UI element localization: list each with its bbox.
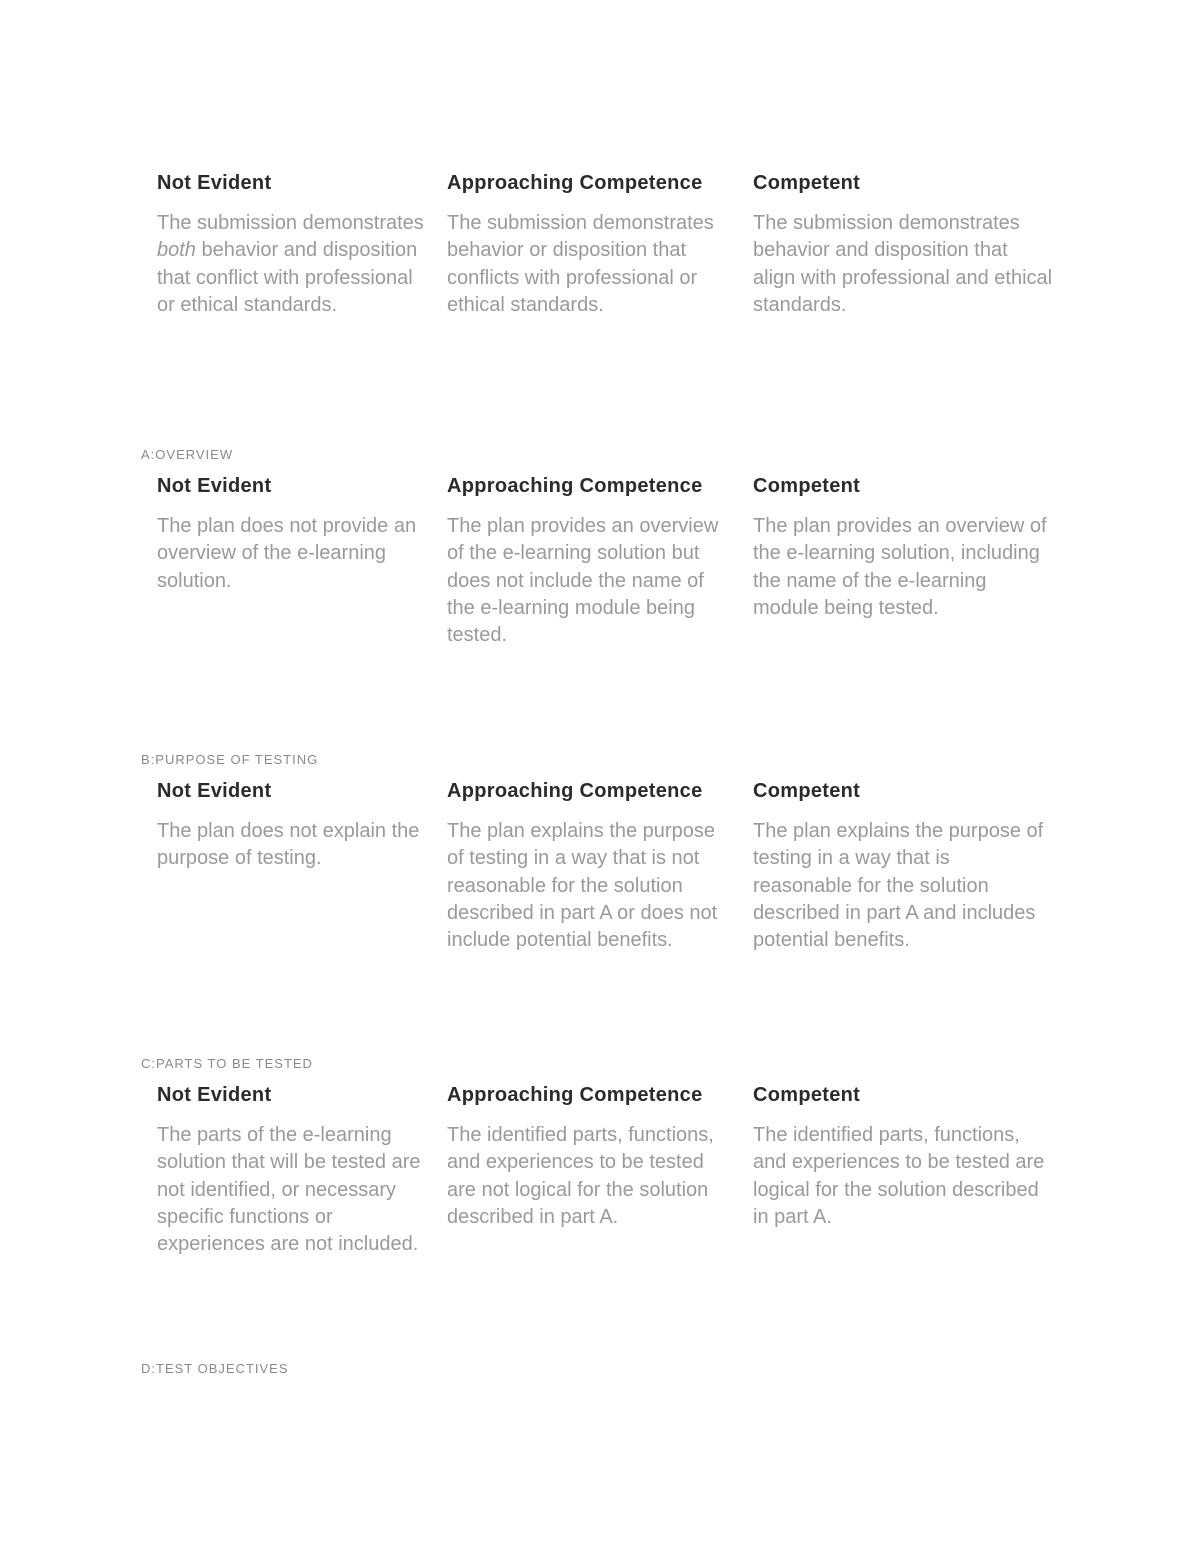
level-description: The plan provides an overview of the e-learning solution but does not include the name of the e-learning module being tested. [447, 515, 719, 647]
level-description: The plan does not explain the purpose of testing. [157, 820, 420, 870]
level-description: The plan provides an overview of the e-learning solution, including the name of the e-learning module being tested. [753, 515, 1047, 619]
section-label-test-objectives: D:TEST OBJECTIVES [141, 1361, 289, 1376]
level-heading: Competent [753, 780, 861, 802]
level-description [157, 210, 429, 319]
rubric-row-professional [0, 170, 1200, 370]
level-heading: Approaching Competence [447, 780, 703, 802]
level-heading: Not Evident [157, 475, 272, 497]
level-heading: Competent [753, 172, 861, 194]
level-competent [753, 1082, 1053, 1231]
level-not-evident [157, 1082, 429, 1258]
level-competent [753, 778, 1053, 954]
level-description: The identified parts, functions, and experiences to be tested are not logical for the solution described in part A. [447, 1124, 714, 1228]
level-approaching-competence [447, 170, 737, 319]
rubric-row-purpose-of-testing [0, 778, 1200, 978]
level-heading: Not Evident [157, 1084, 272, 1106]
level-heading: Competent [753, 475, 861, 497]
level-not-evident [157, 473, 429, 595]
level-approaching-competence [447, 1082, 737, 1231]
level-approaching-competence [447, 778, 737, 954]
section-label-overview: A:OVERVIEW [141, 447, 234, 462]
rubric-row-overview [0, 473, 1200, 673]
rubric-row-parts-to-be-tested [0, 1082, 1200, 1282]
level-competent [753, 170, 1053, 319]
level-heading: Approaching Competence [447, 172, 703, 194]
level-description: The submission demonstrates behavior or disposition that conflicts with professional or ethical standards. [447, 212, 714, 316]
level-heading: Approaching Competence [447, 1084, 703, 1106]
level-description: The plan does not provide an overview of the e-learning solution. [157, 515, 417, 592]
level-description-text: The submission demonstrates [157, 212, 424, 234]
section-label-purpose-of-testing: B:PURPOSE OF TESTING [141, 752, 319, 767]
level-heading: Approaching Competence [447, 475, 703, 497]
level-approaching-competence [447, 473, 737, 649]
level-description-text: behavior and disposition that conflict with professional or ethical standards. [157, 239, 418, 316]
level-description-emphasis: both [157, 239, 196, 262]
level-description: The plan explains the purpose of testing in a way that is reasonable for the solution described in part A and includes potential benefits. [753, 820, 1044, 952]
level-description: The identified parts, functions, and experiences to be tested are logical for the solution described in part A. [753, 1124, 1045, 1228]
level-description: The plan explains the purpose of testing in a way that is not reasonable for the solution described in part A or does not include potential benefits. [447, 820, 718, 952]
level-heading: Competent [753, 1084, 861, 1106]
level-heading: Not Evident [157, 780, 272, 802]
level-description: The submission demonstrates behavior and disposition that align with professional and ethical standards. [753, 212, 1053, 316]
level-not-evident [157, 170, 429, 319]
level-not-evident [157, 778, 429, 873]
section-label-parts-to-be-tested: C:PARTS TO BE TESTED [141, 1056, 313, 1071]
level-description: The parts of the e-learning solution that will be tested are not identified, or necessary specific functions or experiences are not included. [157, 1124, 421, 1256]
level-competent [753, 473, 1053, 622]
level-heading: Not Evident [157, 172, 272, 194]
